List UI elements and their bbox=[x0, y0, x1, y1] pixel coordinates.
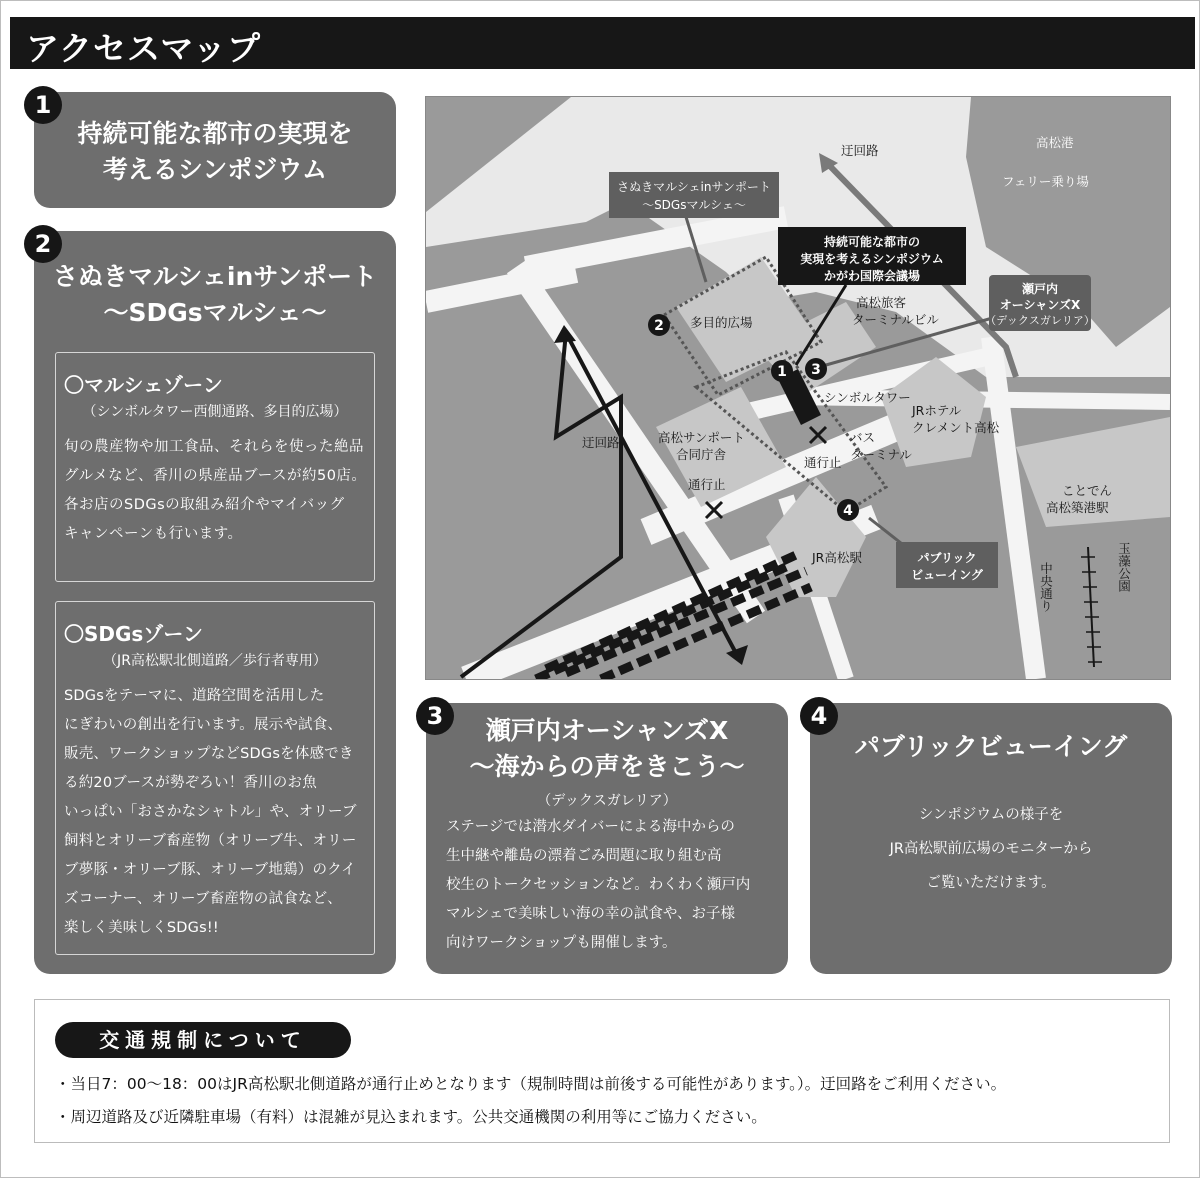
callout-oceans-text: （デックスガレリア） bbox=[985, 314, 1095, 327]
label-tamamo-park bbox=[1117, 542, 1132, 592]
traffic-notice bbox=[34, 999, 1170, 1143]
label-symbol-tower: シンボルタワー bbox=[824, 390, 911, 405]
panel-marche bbox=[34, 231, 396, 974]
zone-sdgs bbox=[55, 601, 375, 955]
zone-marche bbox=[55, 352, 375, 582]
label-kotoden: 高松築港駅 bbox=[1046, 500, 1109, 515]
svg-text:2: 2 bbox=[654, 318, 664, 334]
label-sunport: 高松サンポート bbox=[658, 430, 745, 445]
panel-title: さぬきマルシェinサンポート ～SDGsマルシェ～ bbox=[53, 262, 377, 327]
label-port: 高松港 bbox=[1036, 135, 1074, 150]
label-hotel: JRホテル bbox=[912, 403, 962, 418]
panel-title: パブリックビューイング bbox=[854, 732, 1128, 761]
panel-description: ステージでは潜水ダイバーによる海中からの 生中継や離島の漂着ごみ問題に取り組む高 校生のトークセッションなど。わくわく瀬戸内 マルシェで美味しい海の幸の試食や、お子様 向けワークショップも開催します。 bbox=[446, 819, 751, 951]
svg-text:4: 4 bbox=[843, 503, 853, 519]
panel-oceans bbox=[426, 703, 788, 974]
label-terminal-building: 高松旅客 bbox=[856, 295, 907, 310]
page-title: アクセスマップ bbox=[26, 29, 262, 68]
map-marker-2 bbox=[648, 314, 670, 336]
zone-description: 旬の農産物や加工食品、それらを使った絶品 グルメなど、香川の県産品ブースが約50店。 各お店のSDGsの取組み紹介やマイバッグ キャンペーンも行います。 bbox=[64, 439, 367, 542]
label-kotoden: ことでん bbox=[1062, 483, 1113, 498]
zone-subtitle: （シンボルタワー西側通路、多目的広場） bbox=[82, 404, 348, 420]
label-ferry: フェリー乗り場 bbox=[1002, 174, 1089, 189]
access-map bbox=[425, 96, 1171, 680]
panel-number-badge: 2 bbox=[24, 225, 62, 263]
label-closed-left: 通行止 bbox=[688, 477, 726, 492]
label-bus-terminal: ターミナル bbox=[850, 447, 912, 462]
callout-pv-text: ビューイング bbox=[911, 568, 983, 582]
zone-title: 〇SDGsゾーン bbox=[64, 622, 203, 646]
label-terminal-building: ターミナルビル bbox=[852, 312, 939, 327]
zone-subtitle: （JR高松駅北側道路／歩行者専用） bbox=[103, 653, 327, 669]
map-marker-3 bbox=[805, 358, 827, 380]
callout-oceans-text: オーシャンズX bbox=[999, 298, 1081, 312]
label-plaza: 多目的広場 bbox=[690, 315, 753, 330]
callout-pv-text: パブリック bbox=[917, 551, 977, 565]
panel-title: 持続可能な都市の実現を 考えるシンポジウム bbox=[77, 119, 353, 184]
panel-number-badge: 4 bbox=[800, 697, 838, 735]
label-detour-top: 迂回路 bbox=[841, 143, 879, 158]
callout-symposium-text: 持続可能な都市の bbox=[823, 235, 921, 249]
callout-marche-text: さぬきマルシェinサンポート bbox=[617, 180, 771, 194]
panel-title: 瀬戸内オーシャンズX ～海からの声をきこう～ bbox=[469, 716, 745, 781]
callout-marche-text: ～SDGsマルシェ～ bbox=[642, 198, 746, 212]
panel-number-badge: 3 bbox=[416, 697, 454, 735]
svg-text:3: 3 bbox=[811, 362, 821, 378]
map-marker-1 bbox=[771, 360, 793, 382]
panel-number-badge: 1 bbox=[24, 86, 62, 124]
svg-text:玉藻公園: 玉藻公園 bbox=[1116, 542, 1132, 592]
label-bus-terminal: バス bbox=[850, 430, 876, 445]
label-closed-right: 通行止 bbox=[804, 455, 842, 470]
panel-description: シンポジウムの様子を JR高松駅前広場のモニターから ご覧いただけます。 bbox=[889, 807, 1093, 891]
svg-text:1: 1 bbox=[777, 364, 787, 380]
panel-public-viewing bbox=[810, 703, 1172, 974]
label-sunport: 合同庁舎 bbox=[676, 447, 727, 462]
panel-subtitle: （デックスガレリア） bbox=[537, 793, 677, 809]
zone-title: 〇マルシェゾーン bbox=[64, 373, 223, 397]
label-detour-left: 迂回路 bbox=[582, 435, 620, 450]
callout-symposium-text: 実現を考えるシンポジウム bbox=[800, 252, 944, 266]
traffic-notice-title: 交通規制について bbox=[55, 1022, 351, 1058]
panel-symposium bbox=[34, 92, 396, 208]
traffic-note: ・当日7：00～18：00はJR高松駅北側道路が通行止めとなります（規制時間は前後する可能性があります。）。迂回路をご利用ください。 bbox=[55, 1075, 1007, 1093]
callout-symposium-text: かがわ国際会議場 bbox=[823, 269, 921, 283]
label-chuo-dori bbox=[1039, 561, 1054, 612]
svg-text:中央通り: 中央通り bbox=[1038, 562, 1054, 612]
map-marker-4 bbox=[837, 499, 859, 521]
traffic-note: ・周辺道路及び近隣駐車場（有料）は混雑が見込まれます。公共交通機関の利用等にご協力ください。 bbox=[55, 1108, 767, 1126]
label-jr-station: JR高松駅 bbox=[812, 550, 862, 565]
zone-description: SDGsをテーマに、道路空間を活用した にぎわいの創出を行います。展示や試食、 販売、ワークショップなどSDGsを体感でき る約20ブースが勢ぞろい！香川のお魚 いっぱい「おさかなシャトル」や、オリーブ 飼料とオリーブ畜産物（オリーブ牛、オリー ブ夢豚・オリーブ豚、オリーブ地鶏）のクイ ズコーナー、オリーブ畜産物の試食など、 楽しく美味しくSDGs!! bbox=[64, 688, 357, 936]
label-hotel: クレメント高松 bbox=[912, 420, 1000, 435]
callout-oceans-text: 瀬戸内 bbox=[1021, 282, 1059, 296]
header-bar bbox=[10, 17, 1195, 69]
